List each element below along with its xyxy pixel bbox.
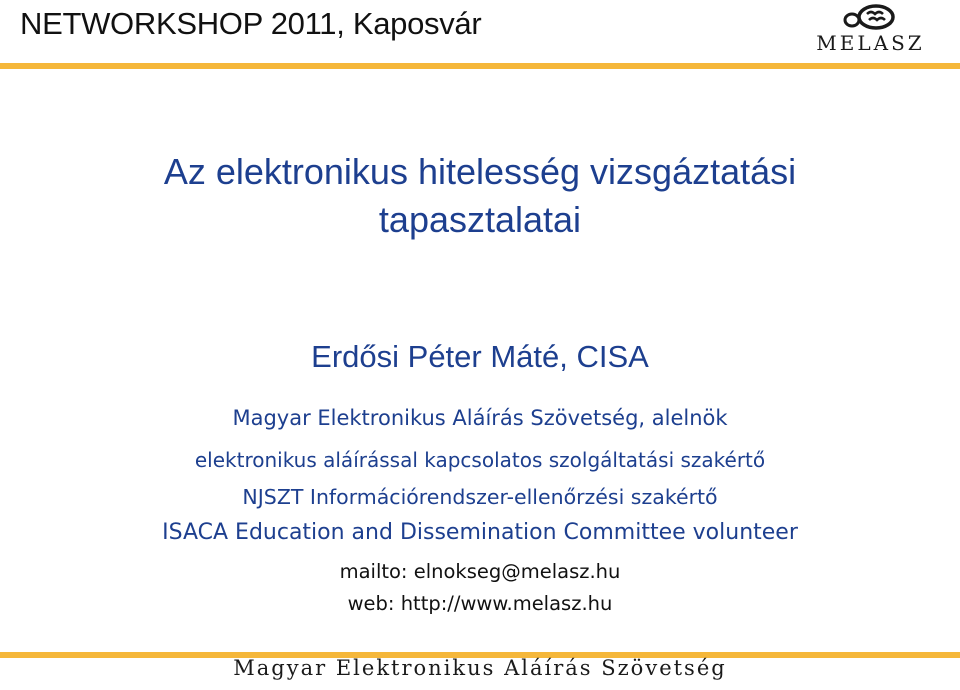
main-title-line-2: tapasztalatai xyxy=(378,199,582,240)
role-line-4: ISACA Education and Dissemination Committee volunteer xyxy=(162,520,798,545)
logo-text: MELASZ xyxy=(816,31,925,55)
role-line-1: Magyar Elektronikus Aláírás Szövetség, alelnök xyxy=(232,406,728,430)
main-title-line-1: Az elektronikus hitelesség vizsgáztatási xyxy=(163,151,797,192)
melasz-logo xyxy=(808,4,933,54)
top-accent-bar xyxy=(0,63,960,69)
contact-web[interactable]: web: http://www.melasz.hu xyxy=(347,592,613,615)
melasz-logo-icon xyxy=(840,4,902,32)
author-name: Erdősi Péter Máté, CISA xyxy=(311,339,649,374)
event-title: NETWORKSHOP 2011, Kaposvár xyxy=(20,6,482,41)
footer-org-name: Magyar Elektronikus Aláírás Szövetség xyxy=(233,656,727,680)
contact-email[interactable]: mailto: elnokseg@melasz.hu xyxy=(339,560,621,583)
role-line-3: NJSZT Információrendszer-ellenőrzési szakértő xyxy=(242,485,718,509)
role-line-2: elektronikus aláírással kapcsolatos szolgáltatási szakértő xyxy=(194,448,766,472)
